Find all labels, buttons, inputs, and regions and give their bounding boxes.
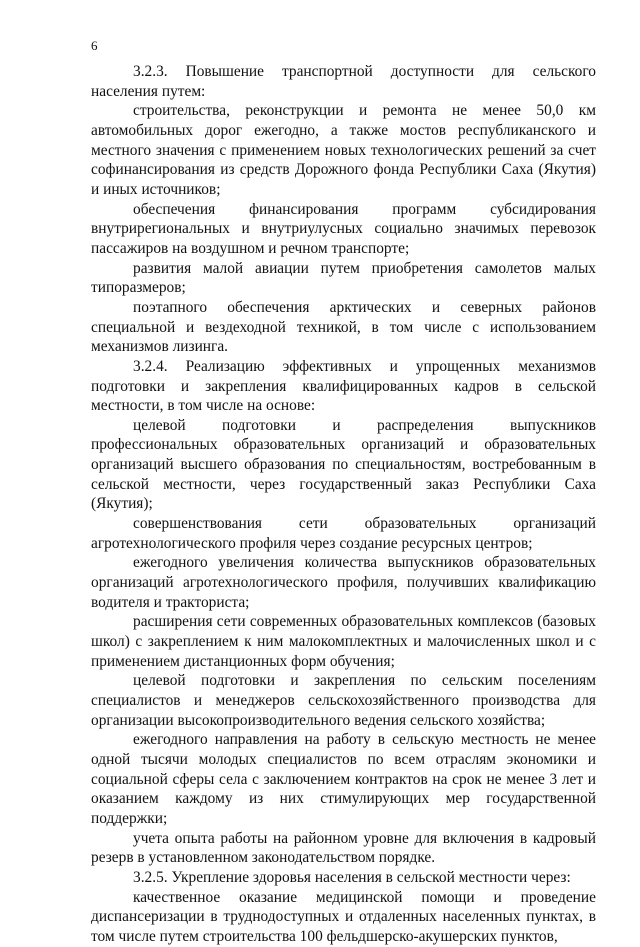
paragraph-3-2-5-heading: 3.2.5. Укрепление здоровья населения в сельской местности через: (133, 868, 571, 886)
paragraph-medical-care: качественное оказание медицинской помощи и проведение диспансеризации в труднодоступных и отдаленных населенных пунктах, в том числе путем строительства 100 фельдшерско-акушерских пунктов, (91, 888, 596, 945)
paragraph-3-2-3-heading: 3.2.3. Повышение транспортной доступности для сельского населения путем: (91, 63, 596, 100)
paragraph-education-network: совершенствования сети образовательных организаций агротехнологического профиля через создание ресурсных центров; (91, 515, 596, 552)
paragraph-road-construction: строительства, реконструкции и ремонта не менее 50,0 км автомобильных дорог ежегодно, а также мостов республиканского и местного значения с применением новых технологических решений за счет софинансирования из средств Дорожного фонда Республики Саха (Якутия) и иных источников; (91, 102, 596, 198)
paragraph-small-aviation: развития малой авиации путем приобретения самолетов малых типоразмеров; (91, 259, 596, 297)
paragraph-agri-specialists: целевой подготовки и закрепления по сельским поселениям специалистов и менеджеров сельскохозяйственного производства для организации высокопроизводительного ведения сельского хозяйства; (91, 672, 596, 729)
paragraph-arctic-vehicles: поэтапного обеспечения арктических и северных районов специальной и вездеходной техникой, в том числе с использованием механизмов лизинга. (91, 298, 596, 356)
page-number: 6 (91, 38, 98, 53)
paragraph-3-2-4-heading: 3.2.4. Реализацию эффективных и упрощенных механизмов подготовки и закрепления квалифицированных кадров в сельской местности, в том числе на основе: (91, 357, 596, 415)
paragraph-personnel-reserve: учета опыта работы на районном уровне для включения в кадровый резерв в установленном законодательством порядке. (91, 829, 596, 867)
paragraph-transport-subsidies: обеспечения финансирования программ субсидирования внутрирегиональных и внутриулусных социально значимых перевозок пассажиров на воздушном и речном транспорте; (91, 200, 596, 257)
document-body (91, 62, 596, 947)
paragraph-school-complexes: расширения сети современных образовательных комплексов (базовых школ) с закреплением к ним малокомплектных и малочисленных школ и с применением дистанционных форм обучения; (91, 613, 596, 670)
paragraph-young-specialists: ежегодного направления на работу в сельскую местность не менее одной тысячи молодых специалистов по всем отраслям экономики и социальной сферы села с заключением контрактов на срок не менее 3 лет и оказанием каждому из них стимулирующих мер государственной поддержки; (91, 731, 596, 827)
paragraph-targeted-training: целевой подготовки и распределения выпускников профессиональных образовательных организаций и образовательных организаций высшего образования по специальностям, востребованным в сельской местности, через государственный заказ Республики Саха (Якутия); (91, 416, 596, 513)
paragraph-driver-qualification: ежегодного увеличения количества выпускников образовательных организаций агротехнологического профиля, получивших квалификацию водителя и тракториста; (91, 554, 596, 611)
